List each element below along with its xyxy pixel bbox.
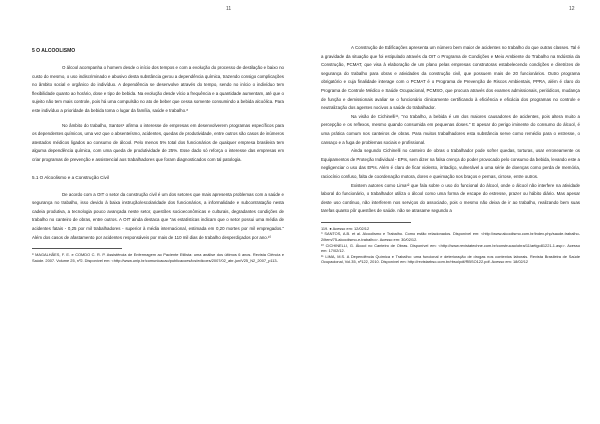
footnote: ⁸ MAGALHÃES, F. E. e COMDO C. R. P. Assistência de Enfermagem ao Paciente Etilista: uma análise dos últimos 6 anos. Revista Ciência e Saúde. 2007. Volume 25, nº2. Disponível em: <http://www.unip.br/comunicacao/publicacoes/ics/edicoes/2007/02_abr-jun/V25_N2_2007_p113-	[32, 252, 284, 263]
footnote: ¹¹ LIMA, M.S. A Dependência Química e Trabalho: uma funcional e deterioração de drogas nos contextos laborais. Revista Brasileira de Saúde Ocupacional, Vol.35, nº122, 2010. Disponível em: http://revistarbso.com.br/rbso/pdf/RBSO122.pdf. Acesso em: 18/02/12	[321, 253, 580, 265]
paragraph: No âmbito do trabalho, Santos⁹ afirma o interesse de empresas em desenvolverem programas específicos para os dependentes químicos, uma vez que o absenteísmo, acidentes, quedas de produtividade, entre outros são casos de inúmeros atestados médicos ligados ao consumo de álcool. Pelo menos 5% total dos funcionários de qualquer empresa brasileira tem alguma dependência química, com uma queda de produtividade de 25%. Esse dado só reforça o interesse das empresas em criar programas de prevenção e assistencial aos trabalhadores que foram diagnosticados com tal patologia.	[32, 122, 284, 162]
right-page	[300, 0, 600, 424]
subsection-heading: 5.1 O Alcoolismo e a Construção Civil	[32, 174, 109, 180]
footnote: ¹⁰ CICHINELLI, G. Álcool no Canteiro de Obras. Disponível em: <http://www.revistatechne.com.br/construcao/obra/11/artigo81221-1.asp>. Acesso em: 17/02/12.	[321, 242, 580, 254]
paragraph: Existem autores como Lima¹² que fala sobre o uso do funcional do álcool, onde o álcool não interfere na atividade laboral do funcionário, o trabalhador utiliza o álcool como uma forma de escape do estresse, prazer ou hábito diário. Mas apesar deste uso contínuo, não interferem nos serviços do associado, pois o mesmo não deixa de ir ao trabalho, realizando bem suas tarefas quanto pôr questões de saúde. não se atrasame segundo a	[321, 182, 580, 214]
footnote: 119. ● Acesso em: 12/02/12	[321, 225, 370, 231]
section-heading: 5 O ALCOOLISMO	[32, 48, 76, 54]
paragraph: De acordo com a OIT o setor da construção civil é um dos setores que mais apresenta problemas com a saúde e segurança no trabalho, isso devido à baixa instrução/escolaridade dos funcionários, a informalidade e subcontratação nesta cadeia produtiva, a tecnologia pouco avançada neste setor, questões socioeconômicas e culturais, degradantes condições de trabalho no canteiro de obras, entre outros. A OIT ainda destaca que "as estatísticas indicam que o setor possui uma média de acidentes fatais - 0,25 por mil trabalhadores - superior à média internacional, estimada em 0,20 mortes por mil empregados." Além dos casos de afastamento por acidentes responsáveis por mais de 110 mil dias de trabalho desperdiçados por ano.¹⁰	[32, 191, 284, 240]
paragraph: Na visão de Cichinelli¹¹, "no trabalho, a bebida é um dos maiores causadores de acidentes, pois altera muito a percepção e os reflexos, mesmo quando consumida em pequenas doses." E apesar do perigo iminente do consumo do álcool, é uma prática comum nos canteiros de obras. Para muitos trabalhadores esta substância serve como remédio para o estresse, o cansaço e a fuga de problemas sociais e profissional.	[321, 113, 580, 145]
page-number: 11	[226, 6, 232, 12]
footnote-divider	[32, 248, 122, 249]
paragraph: O álcool acompanha o homem desde o início dos tempos e com a evolução do processo de destilação e baixo no custo do mesmo, o uso indiscriminado e abusivo desta substância gerou a dependência química, trazendo consigo complicações no âmbito social e orgânico do indivíduo. A dependência se desenvolve através do tempo, sendo no início o indivíduo tem flexibilidade quanto ao horário, dose e tipo de bebida. Na evolução desde vício a frequência e a quantidade aumentam, até que o sujeito não tem mais controle, pois há uma compulsão no ato de beber que cessa somente consumindo a bebida alcoólica. Para este indivíduo a prioridade da bebida toma o lugar da família, saúde e trabalho.⁸	[32, 65, 284, 113]
footnote-divider	[321, 222, 411, 223]
paragraph: A Construção de Edificações apresenta um número bem maior de acidentes no trabalho do que outras classes. Tal é a gravidade da situação que foi estipulado através da OIT o Programa de Condições e Meio Ambiente do Trabalho na Indústria da Construção, PCMAT, que visa à elaboração de um plano pelas empresas construtoras estabelecendo condições e diretrizes de segurança do trabalho para obras e atividades da construção civil, que possuem mais de 20 funcionários. Outro programa obrigatório e cuja finalidade interage com o PCMAT é o Programa de Prevenção de Riscos Ambientais, PPRA, além é claro do Programa de Controle Médico e Saúde Ocupacional, PCMSO, que procura através dos exames admissionais, periódicos, mudança de função e demissionais avaliar se o funcionário clinicamente certificando à eficiência e eficácia dos programas no controle e neutralização dos agentes nocivos a saúde do trabalhador.	[321, 45, 580, 111]
page-number: 12	[569, 6, 575, 12]
paragraph: Ainda segundo Cichinelli no canteiro de obras o trabalhador pode sofrer quedas, torturas, usar erroneamente os Equipamentos de Proteção Individual - EPIs, sem dizer na falsa crença do poder provocado pelo consumo da bebida, levando este a negligenciar o uso das EPIs. Além é claro de ficar violento, irritadiço, vulnerável a uma série de doenças como perda de memória, raciocínio confuso, falta de coordenação motora, dores e queimação nos braços e pernas, cirrose, entre outros.	[321, 148, 580, 179]
footnote: ⁹ SANTOS, A.B. et al. Alcoolismo e Trabalho. Como estão relacionados. Disponível em: <http://www.alcoolismo.com.br/index.php/saude-trabalho-2/item/75-alcoolismo-e-trabalho>. Acesso em: 30/02/12.	[321, 231, 580, 243]
